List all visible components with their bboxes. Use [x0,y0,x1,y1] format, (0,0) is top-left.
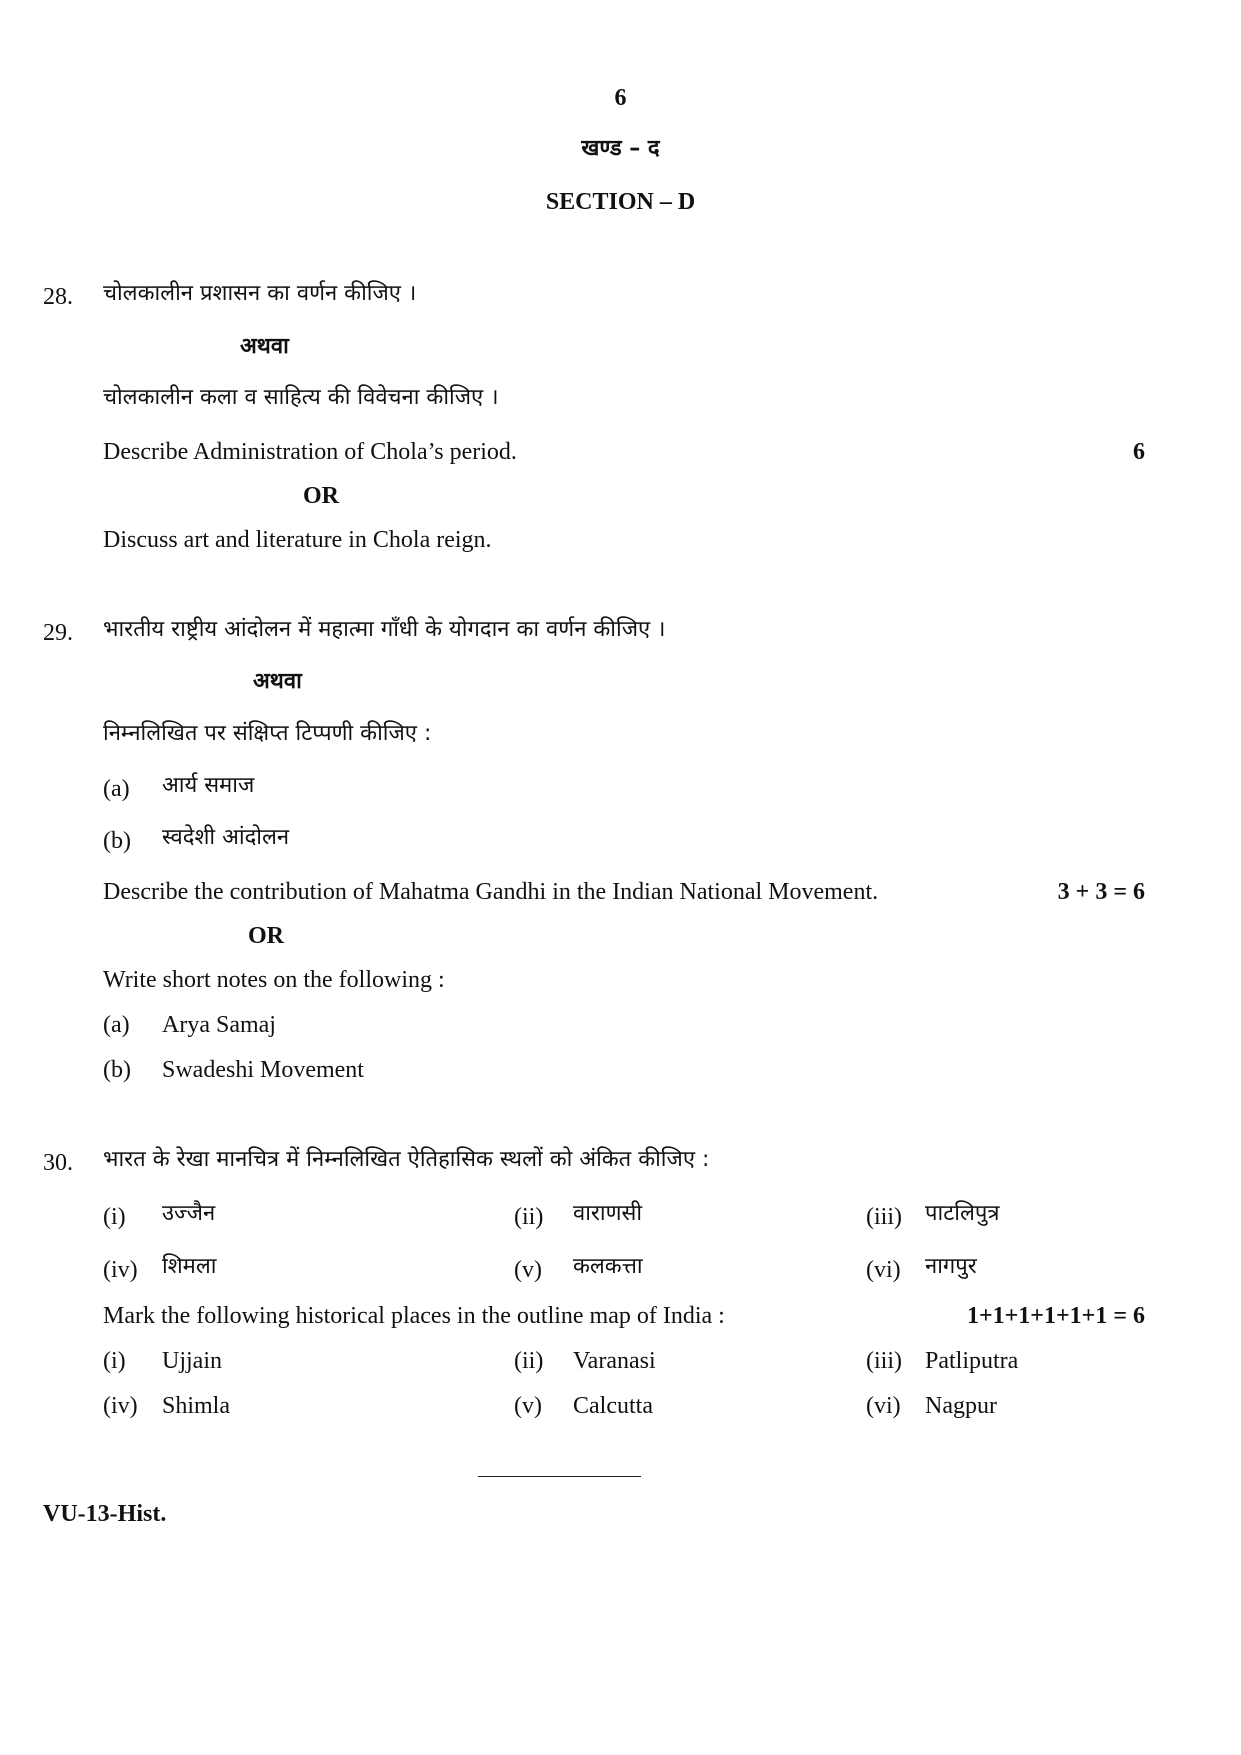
item-label: (a) [103,1012,130,1038]
item-text: वाराणसी [573,1201,643,1226]
item-text: आर्य समाज [162,773,255,798]
or-english: OR [303,483,339,509]
item-text: Arya Samaj [162,1012,276,1038]
page-number: 6 [614,85,627,111]
item-text: Varanasi [573,1348,656,1374]
alternate-text-english: Write short notes on the following : [103,967,445,993]
item-label: (a) [103,776,130,802]
question-text-hindi: भारत के रेखा मानचित्र में निम्नलिखित ऐतिहासिक स्थलों को अंकित कीजिए : [103,1147,710,1172]
alternate-text-hindi: निम्नलिखित पर संक्षिप्त टिप्पणी कीजिए : [103,721,432,746]
question-text-english: Mark the following historical places in the outline map of India : [103,1303,725,1329]
item-label: (ii) [514,1348,544,1374]
section-title-hindi: खण्ड – द [581,136,660,161]
section-title-english: SECTION – D [545,189,696,215]
or-english: OR [248,923,284,949]
item-label: (i) [103,1204,126,1230]
item-text: पाटलिपुत्र [925,1201,1000,1226]
item-label: (v) [514,1393,542,1419]
marks: 3 + 3 = 6 [1057,879,1145,905]
item-text: Ujjain [162,1348,222,1374]
question-text-hindi: चोलकालीन प्रशासन का वर्णन कीजिए । [103,281,417,306]
end-divider [478,1476,641,1477]
item-text: शिमला [162,1254,217,1279]
question-number: 30. [43,1150,73,1176]
item-text: Swadeshi Movement [162,1057,364,1083]
item-label: (ii) [514,1204,544,1230]
item-text: Shimla [162,1393,231,1419]
item-label: (b) [103,1057,131,1083]
alternate-text-english: Discuss art and literature in Chola reign. [103,527,492,553]
item-label: (b) [103,828,131,854]
item-label: (vi) [866,1393,901,1419]
footer-code: VU-13-Hist. [43,1501,167,1527]
item-text: कलकत्ता [573,1254,643,1279]
marks: 6 [1133,439,1145,465]
or-hindi: अथवा [240,334,289,359]
item-label: (vi) [866,1257,901,1283]
or-hindi: अथवा [253,669,302,694]
question-number: 29. [43,620,73,646]
item-label: (iv) [103,1393,138,1419]
question-text-english: Describe the contribution of Mahatma Gandhi in the Indian National Movement. [103,879,879,905]
alternate-text-hindi: चोलकालीन कला व साहित्य की विवेचना कीजिए । [103,385,499,410]
marks: 1+1+1+1+1+1 = 6 [966,1303,1145,1329]
question-number: 28. [43,284,73,310]
item-label: (i) [103,1348,126,1374]
item-text: उज्जैन [162,1201,216,1226]
item-label: (v) [514,1257,542,1283]
item-label: (iv) [103,1257,138,1283]
question-text-hindi: भारतीय राष्ट्रीय आंदोलन में महात्मा गाँधी के योगदान का वर्णन कीजिए । [103,617,666,642]
item-text: Nagpur [925,1393,997,1419]
item-text: Patliputra [925,1348,1019,1374]
item-text: Calcutta [573,1393,653,1419]
item-label: (iii) [866,1204,902,1230]
item-text: नागपुर [925,1254,977,1279]
question-text-english: Describe Administration of Chola’s period. [103,439,517,465]
item-label: (iii) [866,1348,902,1374]
item-text: स्वदेशी आंदोलन [162,825,290,850]
